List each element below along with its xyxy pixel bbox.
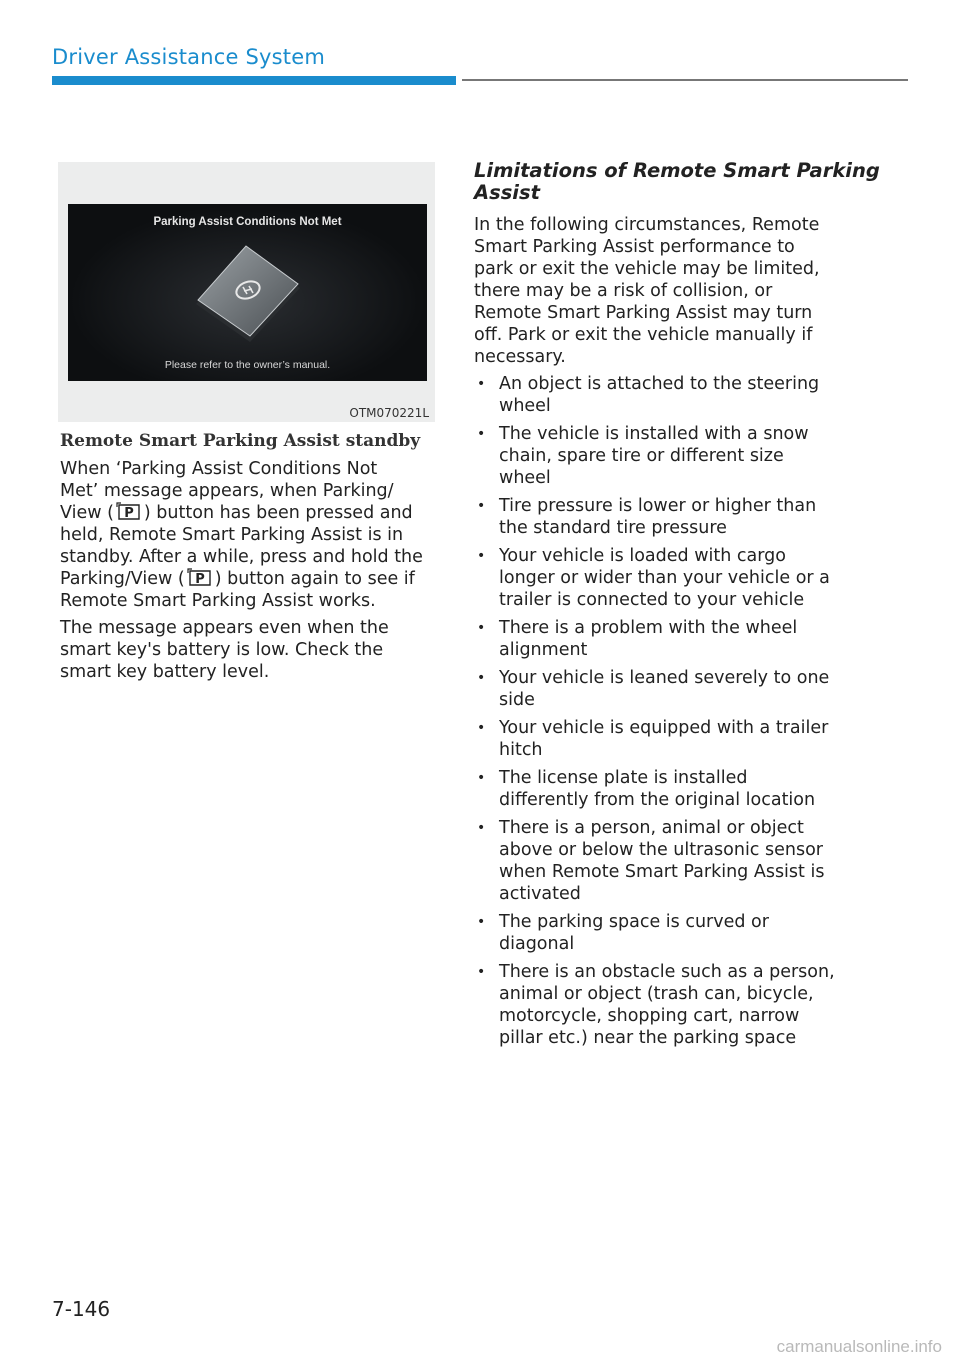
text-line: above or below the ultrasonic sensor [499,840,823,860]
cluster-screen [68,204,427,381]
header-rule [462,79,908,81]
list-item [474,911,894,955]
text-line: Smart Parking Assist performance to [474,237,795,257]
text-line: alignment [499,640,588,660]
text-fragment: ) button again to see if [214,569,415,589]
text-line: activated [499,884,581,904]
text-line: there may be a risk of collision, or [474,281,773,301]
text-line: longer or wider than your vehicle or a [499,568,830,588]
text-line: side [499,690,535,710]
list-item [474,423,894,489]
text-line: motorcycle, shopping cart, narrow [499,1006,800,1026]
title-line: Assist [474,181,540,204]
text-line: An object is attached to the steering [499,374,820,394]
text-line: smart key battery level. [60,662,270,682]
text-line [60,502,440,524]
text-line: Your vehicle is leaned severely to one [499,668,830,688]
text-line [60,568,440,590]
header-section-title: Driver Assistance System [52,45,325,69]
text-line: When ‘Parking Assist Conditions Not [60,459,378,479]
bullet: • [477,498,486,514]
bullet: • [477,964,486,980]
text-line: park or exit the vehicle may be limited, [474,259,820,279]
section-title [474,160,894,204]
bullet: • [477,720,486,736]
text-line: The license plate is installed [499,768,748,788]
text-line: The message appears even when the [60,618,389,638]
text-fragment: Parking/View ( [60,569,185,589]
text-line: trailer is connected to your vehicle [499,590,805,610]
text-line: Met’ message appears, when Parking/ [60,481,394,501]
text-line: standby. After a while, press and hold the [60,547,423,567]
bullet: • [477,376,486,392]
screen-footer: Please refer to the owner’s manual. [164,359,331,371]
text-fragment: View ( [60,503,114,523]
text-line: wheel [499,396,551,416]
text-line: diagonal [499,934,575,954]
text-line: held, Remote Smart Parking Assist is in [60,525,404,545]
figure-code: OTM070221L [349,406,429,420]
title-line: Limitations of Remote Smart Parking [474,159,880,182]
watermark: carmanualsonline.info [776,1337,942,1356]
parking-view-button-icon [114,502,144,522]
bullet: • [477,548,486,564]
text-line: Tire pressure is lower or higher than [499,496,817,516]
intro-paragraph [474,214,894,368]
bullet: • [477,670,486,686]
list-item [474,495,894,539]
text-line: pillar etc.) near the parking space [499,1028,797,1048]
svg-text:P: P [194,572,205,587]
list-item [474,817,894,905]
text-fragment: ) button has been pressed and [143,503,413,523]
header-accent-bar [52,76,456,85]
text-line: off. Park or exit the vehicle manually if [474,325,813,345]
text-line: necessary. [474,347,566,367]
list-item [474,373,894,417]
text-line: Your vehicle is loaded with cargo [499,546,786,566]
text-line: hitch [499,740,543,760]
bullet: • [477,914,486,930]
text-line: Remote Smart Parking Assist may turn [474,303,813,323]
list-item [474,767,894,811]
text-line: There is an obstacle such as a person, [499,962,835,982]
battery-paragraph [60,617,440,683]
text-line: differently from the original location [499,790,816,810]
bullet: • [477,770,486,786]
list-item [474,545,894,611]
text-line: smart key's battery is low. Check the [60,640,384,660]
text-line: The vehicle is installed with a snow [499,424,809,444]
text-line: wheel [499,468,551,488]
text-line: chain, spare tire or different size [499,446,784,466]
text-line: There is a problem with the wheel [499,618,798,638]
list-item [474,667,894,711]
page-number: 7-146 [52,1297,111,1321]
subheading: Remote Smart Parking Assist standby [60,431,421,451]
text-line: when Remote Smart Parking Assist is [499,862,825,882]
list-item [474,961,894,1049]
text-line: There is a person, animal or object [499,818,804,838]
smart-key-icon [188,242,308,352]
bullet: • [477,820,486,836]
text-line: Remote Smart Parking Assist works. [60,591,376,611]
text-line: The parking space is curved or [499,912,769,932]
svg-text:P: P [124,506,134,521]
text-line: animal or object (trash can, bicycle, [499,984,814,1004]
screen-title: Parking Assist Conditions Not Met [153,216,342,228]
figure [58,162,435,422]
text-line: the standard tire pressure [499,518,727,538]
standby-paragraph [60,458,440,612]
text-line: Your vehicle is equipped with a trailer [499,718,829,738]
parking-view-button-icon [185,568,215,588]
bullet: • [477,620,486,636]
list-item [474,617,894,661]
limitations-list [474,373,894,1055]
list-item [474,717,894,761]
text-line: In the following circumstances, Remote [474,215,820,235]
bullet: • [477,426,486,442]
